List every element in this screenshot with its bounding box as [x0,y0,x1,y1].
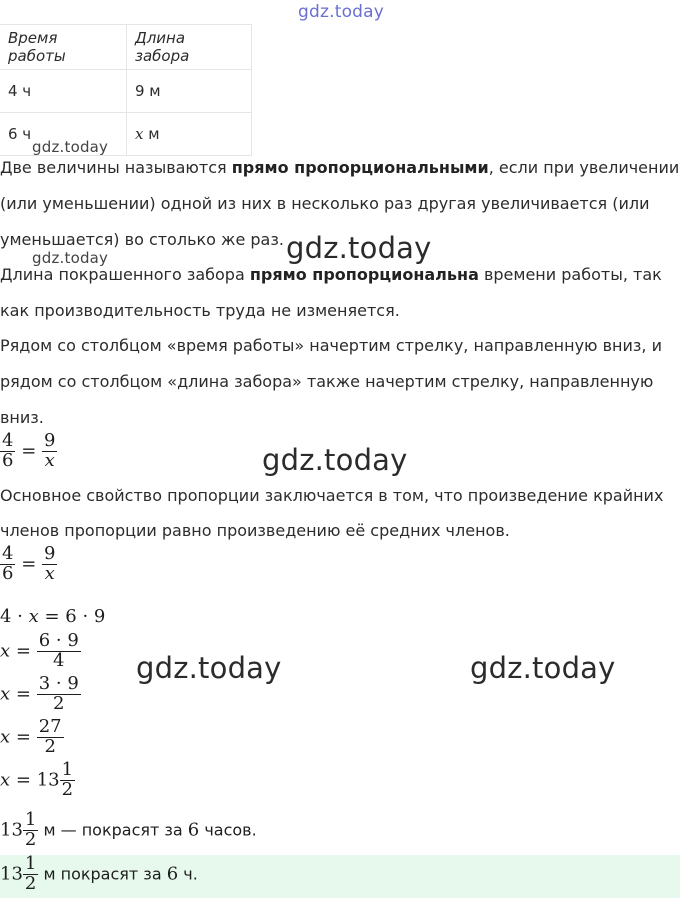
rule-line-1: Основное свойство пропорции заключается в том, что произведение крайних [0,486,664,505]
variable-x: x [0,769,11,791]
table-header-length: Длина забора [127,25,252,70]
numerator: 1 [24,853,37,874]
equation-right: = 6 · 9 [38,606,106,627]
hours-value: 6 [187,819,200,841]
numerator: 4 [2,430,14,451]
fraction-1-2 [23,855,38,894]
denominator: 6 [2,449,14,471]
numerator: 4 [2,543,14,564]
watermark-large-1: gdz.today [286,231,432,265]
rule-line-2: членов пропорции равно произведению её средних членов. [0,521,510,540]
watermark-small-1: gdz.today [32,138,109,156]
table-cell-time: 4 ч [0,70,127,113]
whole-part: 13 [36,769,60,791]
numerator: 6 · 9 [38,630,79,651]
watermark-large-2: gdz.today [262,443,408,477]
product-equation [0,606,105,627]
table-header-time: Время работы [0,25,127,70]
variable-x: x [0,726,11,748]
definition-line-3: уменьшается) во столько же раз. [0,230,284,249]
table-header-row [0,25,252,70]
denominator: 2 [24,828,37,850]
solution-step-1 [0,632,81,671]
fraction-9-x [42,432,57,471]
proportional-text: Длина покрашенного забора [0,265,250,284]
fraction-9-x [42,545,57,584]
numerator: 1 [24,809,37,830]
table-cell-time: 6 ч [0,113,127,156]
fraction-1-2 [23,811,38,850]
result-text: м — покрасят за [38,820,188,840]
answer-line [0,855,198,894]
numerator: 9 [44,430,56,451]
variable-x: x [0,683,11,705]
proportion-equation-1 [0,432,57,471]
proportional-line-1 [0,257,680,293]
denominator: 6 [2,562,14,584]
definition-text: Две величины называются [0,158,232,177]
denominator: x [44,449,55,471]
whole-part: 13 [0,863,23,885]
data-table [0,24,252,156]
result-text: часов. [199,820,257,840]
denominator: 2 [24,872,37,894]
denominator: 2 [44,735,56,757]
denominator: 2 [53,692,65,714]
table-cell-length: 9 м [127,70,252,113]
variable-x: x [28,606,39,627]
definition-text: , если при увеличении [488,158,680,177]
solution-step-2 [0,675,81,714]
proportional-line-2: как производительность труда не изменяется. [0,301,400,320]
equals-sign: = [15,683,31,705]
equation-left: 4 · [0,606,29,627]
denominator: x [44,562,55,584]
definition-line-2: (или уменьшении) одной из них в несколько раз другая увеличивается (или [0,194,650,213]
arrow-line-3: вниз. [0,408,44,427]
watermark-top: gdz.today [298,2,385,22]
proportional-term: прямо пропорциональна [249,265,479,284]
variable-x: x [0,640,11,662]
denominator: 4 [53,649,65,671]
proportion-equation-2 [0,545,57,584]
equals-sign: = [15,726,31,748]
equals-sign: = [21,553,37,575]
definition-term: прямо пропорциональными [231,158,489,177]
unit-m: м [148,125,160,143]
fraction-1-2 [60,761,75,800]
equals-sign: = [15,769,31,791]
equals-sign: = [21,440,37,462]
fraction-27-2 [37,718,64,757]
watermark-large-4: gdz.today [470,651,616,685]
solution-step-3 [0,718,64,757]
variable-x: x [135,125,144,143]
fraction-4-6 [0,432,15,471]
fraction-6x9-4 [37,632,81,671]
fraction-4-6 [0,545,15,584]
table-row [0,70,252,113]
watermark-small-2: gdz.today [32,249,109,267]
result-line [0,811,257,850]
watermark-large-3: gdz.today [136,651,282,685]
solution-step-4 [0,761,75,800]
equals-sign: = [15,640,31,662]
answer-text: м покрасят за [38,864,167,884]
numerator: 27 [38,716,62,737]
proportional-text: времени работы, так [478,265,662,284]
answer-text: ч. [178,864,198,884]
numerator: 9 [44,543,56,564]
fraction-3x9-2 [37,675,81,714]
definition-line-1 [0,150,680,186]
whole-part: 13 [0,819,23,841]
arrow-line-2: рядом со столбцом «длина забора» также начертим стрелку, направленную [0,372,654,391]
denominator: 2 [61,778,74,800]
numerator: 1 [61,759,74,780]
numerator: 3 · 9 [38,673,79,694]
hours-value: 6 [166,863,179,885]
arrow-line-1: Рядом со столбцом «время работы» начертим стрелку, направленную вниз, и [0,336,662,355]
